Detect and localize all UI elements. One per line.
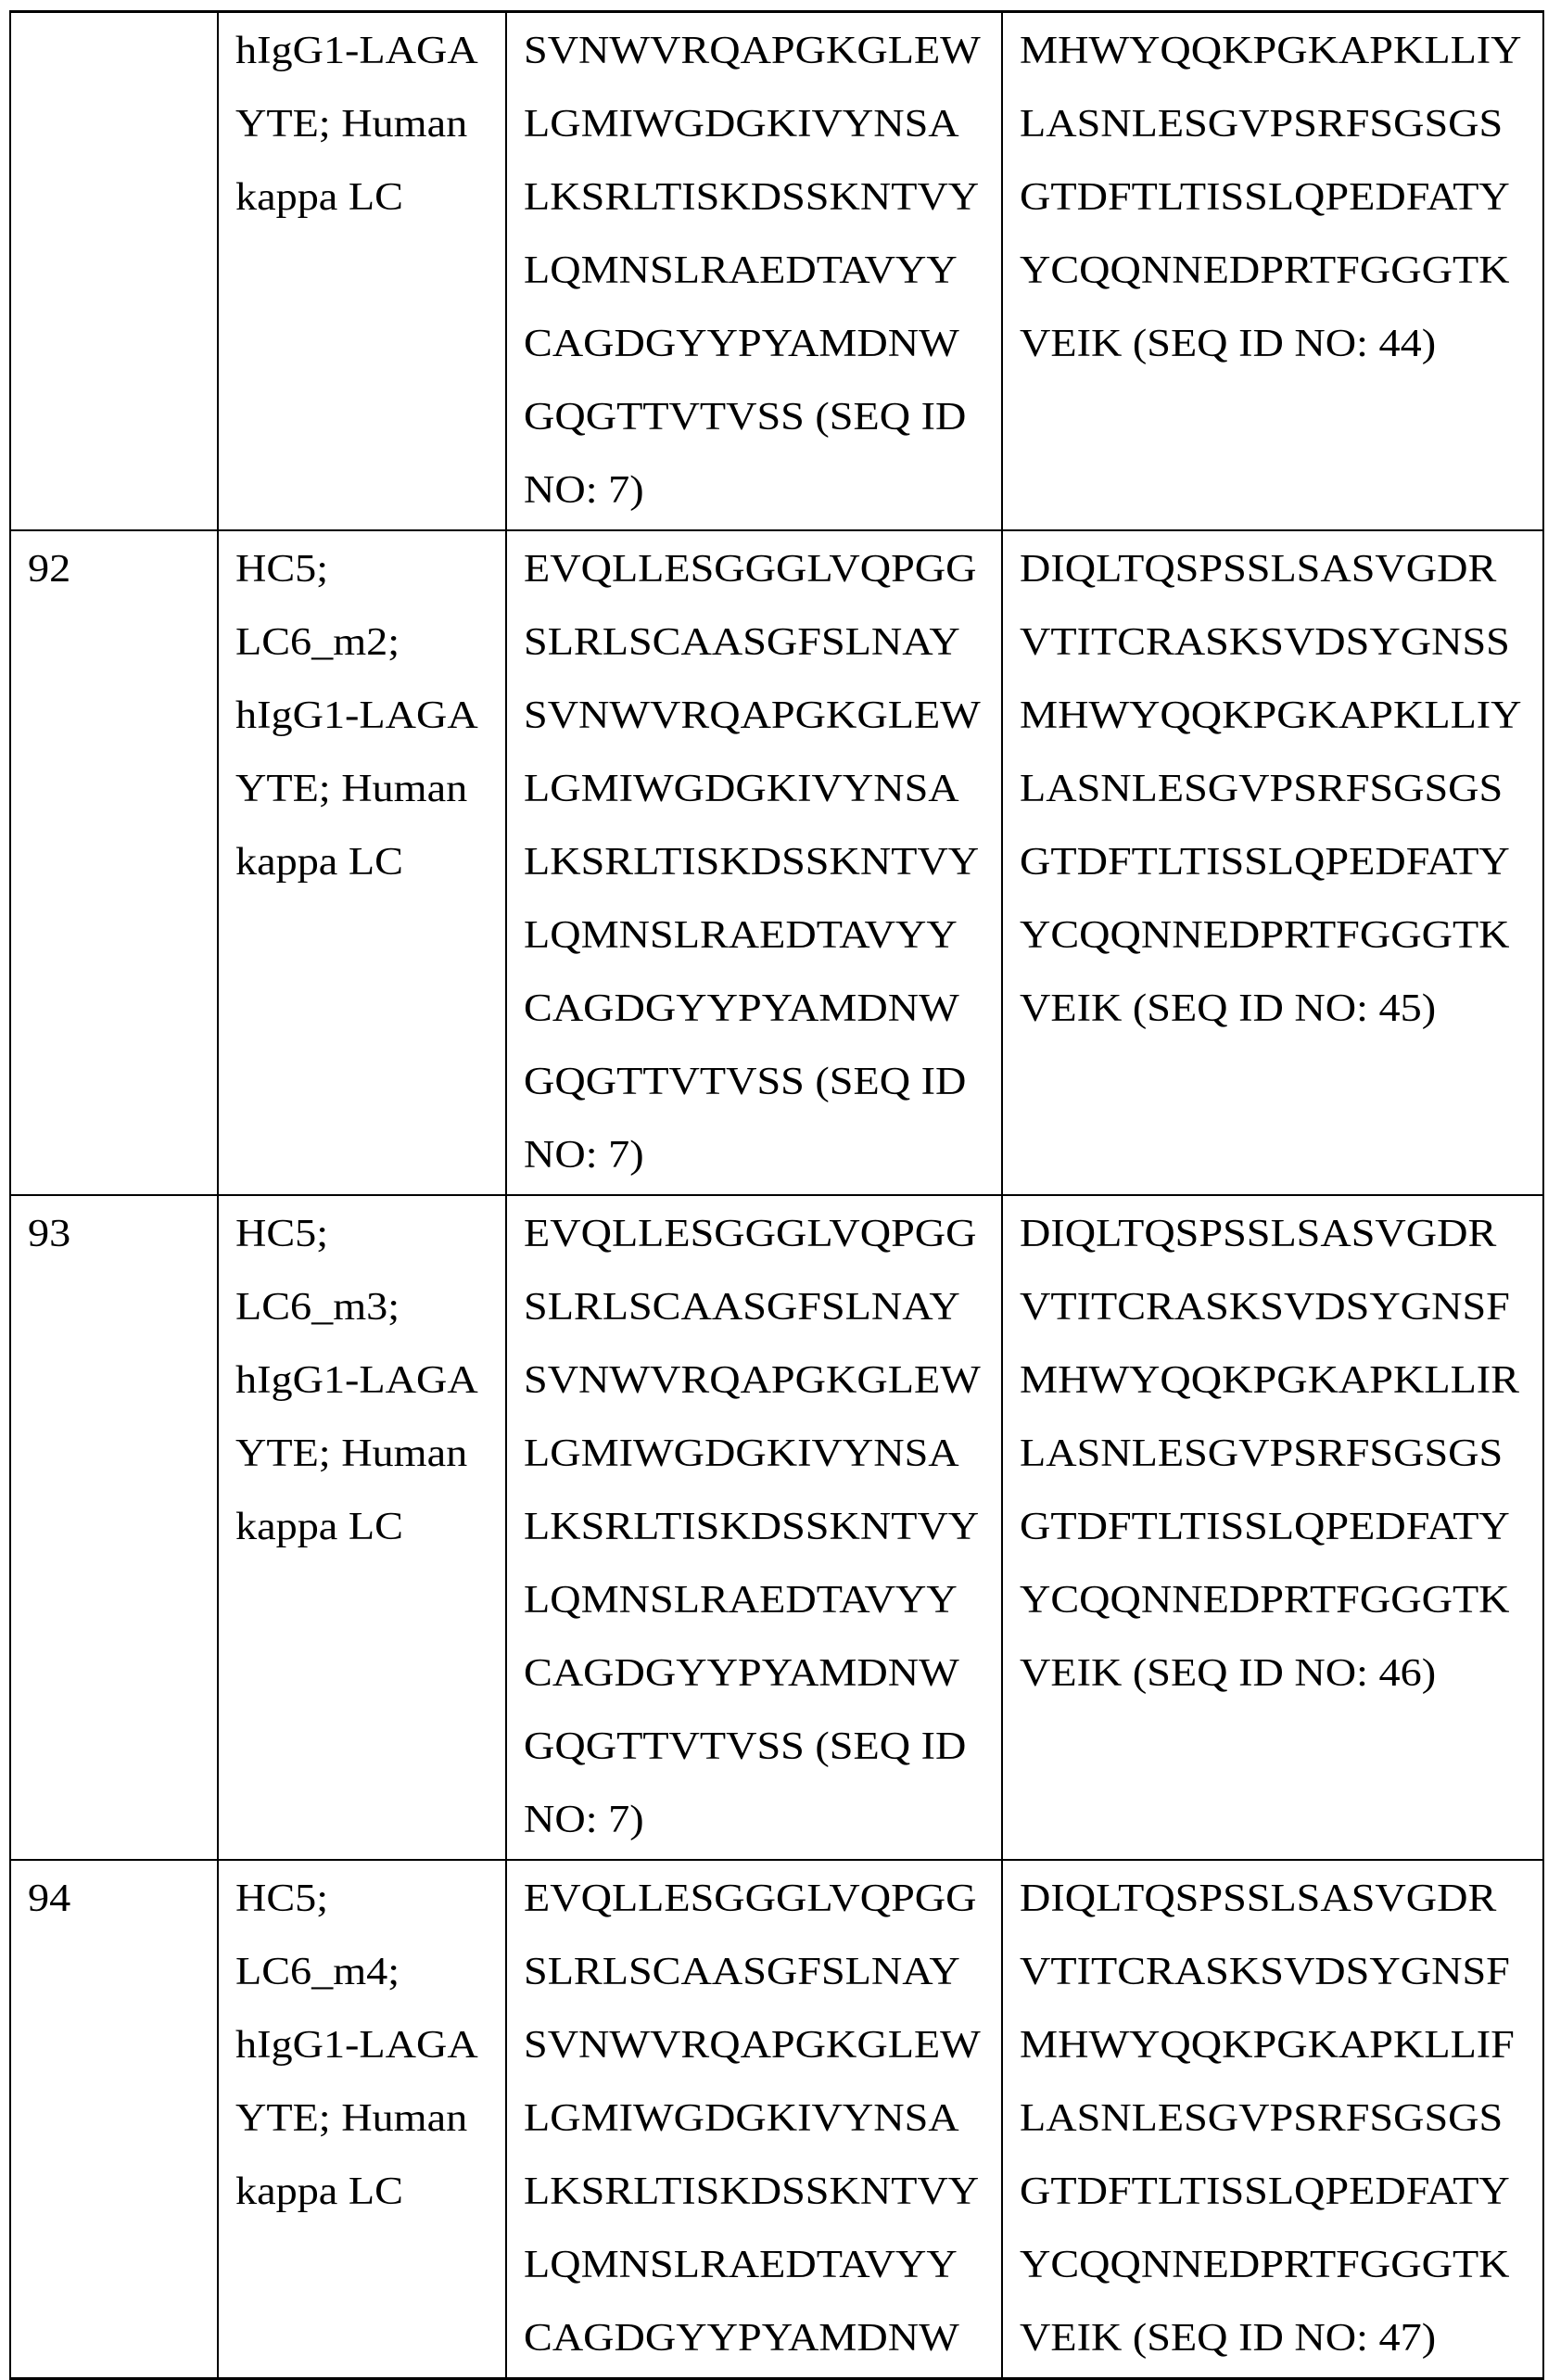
description-line: kappa LC xyxy=(235,161,506,235)
heavy-chain-sequence-line: LGMIWGDGKIVYNSA xyxy=(524,2082,1002,2156)
heavy-chain-sequence-line: SLRLSCAASGFSLNAY xyxy=(524,1271,1002,1344)
light-chain-sequence-cell xyxy=(1002,1195,1543,1860)
heavy-chain-sequence-line: EVQLLESGGGLVQPGG xyxy=(524,533,1002,606)
heavy-chain-sequence-line: SVNWVRQAPGKGLEW xyxy=(524,680,1002,753)
heavy-chain-sequence-line: LQMNSLRAEDTAVYY xyxy=(524,2229,1002,2302)
heavy-chain-sequence-cell xyxy=(506,1195,1002,1860)
table-row xyxy=(10,1195,1543,1860)
description-line: kappa LC xyxy=(235,2156,506,2229)
light-chain-sequence-cell xyxy=(1002,1860,1543,2379)
heavy-chain-sequence-line: GQGTTVTVSS (SEQ ID xyxy=(524,381,1002,454)
light-chain-sequence-line: VEIK (SEQ ID NO: 47) xyxy=(1020,2302,1543,2375)
light-chain-sequence-line: VEIK (SEQ ID NO: 45) xyxy=(1020,973,1543,1046)
heavy-chain-sequence-line: LGMIWGDGKIVYNSA xyxy=(524,88,1002,161)
heavy-chain-sequence-line: NO: 7) xyxy=(524,1784,1002,1857)
heavy-chain-sequence-line: LGMIWGDGKIVYNSA xyxy=(524,753,1002,826)
description-line: LC6_m4; xyxy=(235,1936,506,2009)
light-chain-sequence-line: DIQLTQSPSSLSASVGDR xyxy=(1020,1863,1543,1936)
antibody-id-line: 94 xyxy=(28,1863,218,1936)
light-chain-sequence-line: LASNLESGVPSRFSGSGS xyxy=(1020,753,1543,826)
heavy-chain-sequence-line: GQGTTVTVSS (SEQ ID xyxy=(524,1711,1002,1784)
heavy-chain-sequence-line: SVNWVRQAPGKGLEW xyxy=(524,2009,1002,2082)
description-line: LC6_m2; xyxy=(235,606,506,680)
light-chain-sequence-line: MHWYQQKPGKAPKLLIY xyxy=(1020,15,1543,88)
light-chain-sequence-line: MHWYQQKPGKAPKLLIR xyxy=(1020,1344,1543,1418)
antibody-id-cell xyxy=(10,530,218,1195)
heavy-chain-sequence-line: LKSRLTISKDSSKNTVY xyxy=(524,2156,1002,2229)
light-chain-sequence-cell xyxy=(1002,12,1543,531)
light-chain-sequence-line: GTDFTLTISSLQPEDFATY xyxy=(1020,2156,1543,2229)
description-cell xyxy=(218,1860,506,2379)
description-line: YTE; Human xyxy=(235,753,506,826)
heavy-chain-sequence-line: NO: 7) xyxy=(524,454,1002,528)
description-line: HC5; xyxy=(235,1863,506,1936)
light-chain-sequence-line: MHWYQQKPGKAPKLLIY xyxy=(1020,680,1543,753)
light-chain-sequence-line: YCQQNNEDPRTFGGGTK xyxy=(1020,1564,1543,1637)
heavy-chain-sequence-line: LQMNSLRAEDTAVYY xyxy=(524,1564,1002,1637)
description-line: YTE; Human xyxy=(235,88,506,161)
antibody-id-cell xyxy=(10,12,218,531)
sequence-table xyxy=(9,10,1544,2380)
heavy-chain-sequence-line: NO: 7) xyxy=(524,1119,1002,1192)
table-body xyxy=(10,12,1543,2379)
description-cell xyxy=(218,530,506,1195)
light-chain-sequence-line: LASNLESGVPSRFSGSGS xyxy=(1020,2082,1543,2156)
light-chain-sequence-line: GTDFTLTISSLQPEDFATY xyxy=(1020,1491,1543,1564)
heavy-chain-sequence-line: CAGDGYYPYAMDNW xyxy=(524,308,1002,381)
description-line: LC6_m3; xyxy=(235,1271,506,1344)
heavy-chain-sequence-line: CAGDGYYPYAMDNW xyxy=(524,1637,1002,1711)
description-cell xyxy=(218,12,506,531)
light-chain-sequence-line: VTITCRASKSVDSYGNSF xyxy=(1020,1271,1543,1344)
description-line: hIgG1-LAGA xyxy=(235,15,506,88)
heavy-chain-sequence-line: SVNWVRQAPGKGLEW xyxy=(524,15,1002,88)
heavy-chain-sequence-line: LKSRLTISKDSSKNTVY xyxy=(524,161,1002,235)
heavy-chain-sequence-line: SLRLSCAASGFSLNAY xyxy=(524,1936,1002,2009)
heavy-chain-sequence-line: CAGDGYYPYAMDNW xyxy=(524,973,1002,1046)
light-chain-sequence-line: YCQQNNEDPRTFGGGTK xyxy=(1020,899,1543,973)
description-line: kappa LC xyxy=(235,1491,506,1564)
table-row xyxy=(10,1860,1543,2379)
light-chain-sequence-line: VEIK (SEQ ID NO: 44) xyxy=(1020,308,1543,381)
antibody-id-line: 93 xyxy=(28,1198,218,1271)
heavy-chain-sequence-line: EVQLLESGGGLVQPGG xyxy=(524,1863,1002,1936)
description-line: hIgG1-LAGA xyxy=(235,680,506,753)
antibody-id-line: 92 xyxy=(28,533,218,606)
light-chain-sequence-line: YCQQNNEDPRTFGGGTK xyxy=(1020,235,1543,308)
heavy-chain-sequence-cell xyxy=(506,1860,1002,2379)
light-chain-sequence-line: VTITCRASKSVDSYGNSS xyxy=(1020,606,1543,680)
heavy-chain-sequence-line: CAGDGYYPYAMDNW xyxy=(524,2302,1002,2375)
heavy-chain-sequence-line: LKSRLTISKDSSKNTVY xyxy=(524,1491,1002,1564)
heavy-chain-sequence-line: EVQLLESGGGLVQPGG xyxy=(524,1198,1002,1271)
description-line: YTE; Human xyxy=(235,1418,506,1491)
heavy-chain-sequence-line: LQMNSLRAEDTAVYY xyxy=(524,235,1002,308)
table-row xyxy=(10,12,1543,531)
table-row xyxy=(10,530,1543,1195)
heavy-chain-sequence-line: LKSRLTISKDSSKNTVY xyxy=(524,826,1002,899)
light-chain-sequence-line: GTDFTLTISSLQPEDFATY xyxy=(1020,826,1543,899)
light-chain-sequence-line: DIQLTQSPSSLSASVGDR xyxy=(1020,533,1543,606)
description-line: HC5; xyxy=(235,1198,506,1271)
heavy-chain-sequence-line: LGMIWGDGKIVYNSA xyxy=(524,1418,1002,1491)
light-chain-sequence-line: LASNLESGVPSRFSGSGS xyxy=(1020,88,1543,161)
heavy-chain-sequence-line: SLRLSCAASGFSLNAY xyxy=(524,606,1002,680)
heavy-chain-sequence-cell xyxy=(506,530,1002,1195)
light-chain-sequence-line: DIQLTQSPSSLSASVGDR xyxy=(1020,1198,1543,1271)
description-line: hIgG1-LAGA xyxy=(235,2009,506,2082)
light-chain-sequence-line: VTITCRASKSVDSYGNSF xyxy=(1020,1936,1543,2009)
light-chain-sequence-line: GTDFTLTISSLQPEDFATY xyxy=(1020,161,1543,235)
light-chain-sequence-line: YCQQNNEDPRTFGGGTK xyxy=(1020,2229,1543,2302)
description-line: YTE; Human xyxy=(235,2082,506,2156)
heavy-chain-sequence-line: GQGTTVTVSS (SEQ ID xyxy=(524,1046,1002,1119)
description-line: HC5; xyxy=(235,533,506,606)
antibody-id-cell xyxy=(10,1860,218,2379)
heavy-chain-sequence-line: SVNWVRQAPGKGLEW xyxy=(524,1344,1002,1418)
heavy-chain-sequence-line: LQMNSLRAEDTAVYY xyxy=(524,899,1002,973)
antibody-id-cell xyxy=(10,1195,218,1860)
light-chain-sequence-line: MHWYQQKPGKAPKLLIF xyxy=(1020,2009,1543,2082)
description-line: hIgG1-LAGA xyxy=(235,1344,506,1418)
light-chain-sequence-cell xyxy=(1002,530,1543,1195)
light-chain-sequence-line: LASNLESGVPSRFSGSGS xyxy=(1020,1418,1543,1491)
heavy-chain-sequence-cell xyxy=(506,12,1002,531)
light-chain-sequence-line: VEIK (SEQ ID NO: 46) xyxy=(1020,1637,1543,1711)
description-line: kappa LC xyxy=(235,826,506,899)
description-cell xyxy=(218,1195,506,1860)
